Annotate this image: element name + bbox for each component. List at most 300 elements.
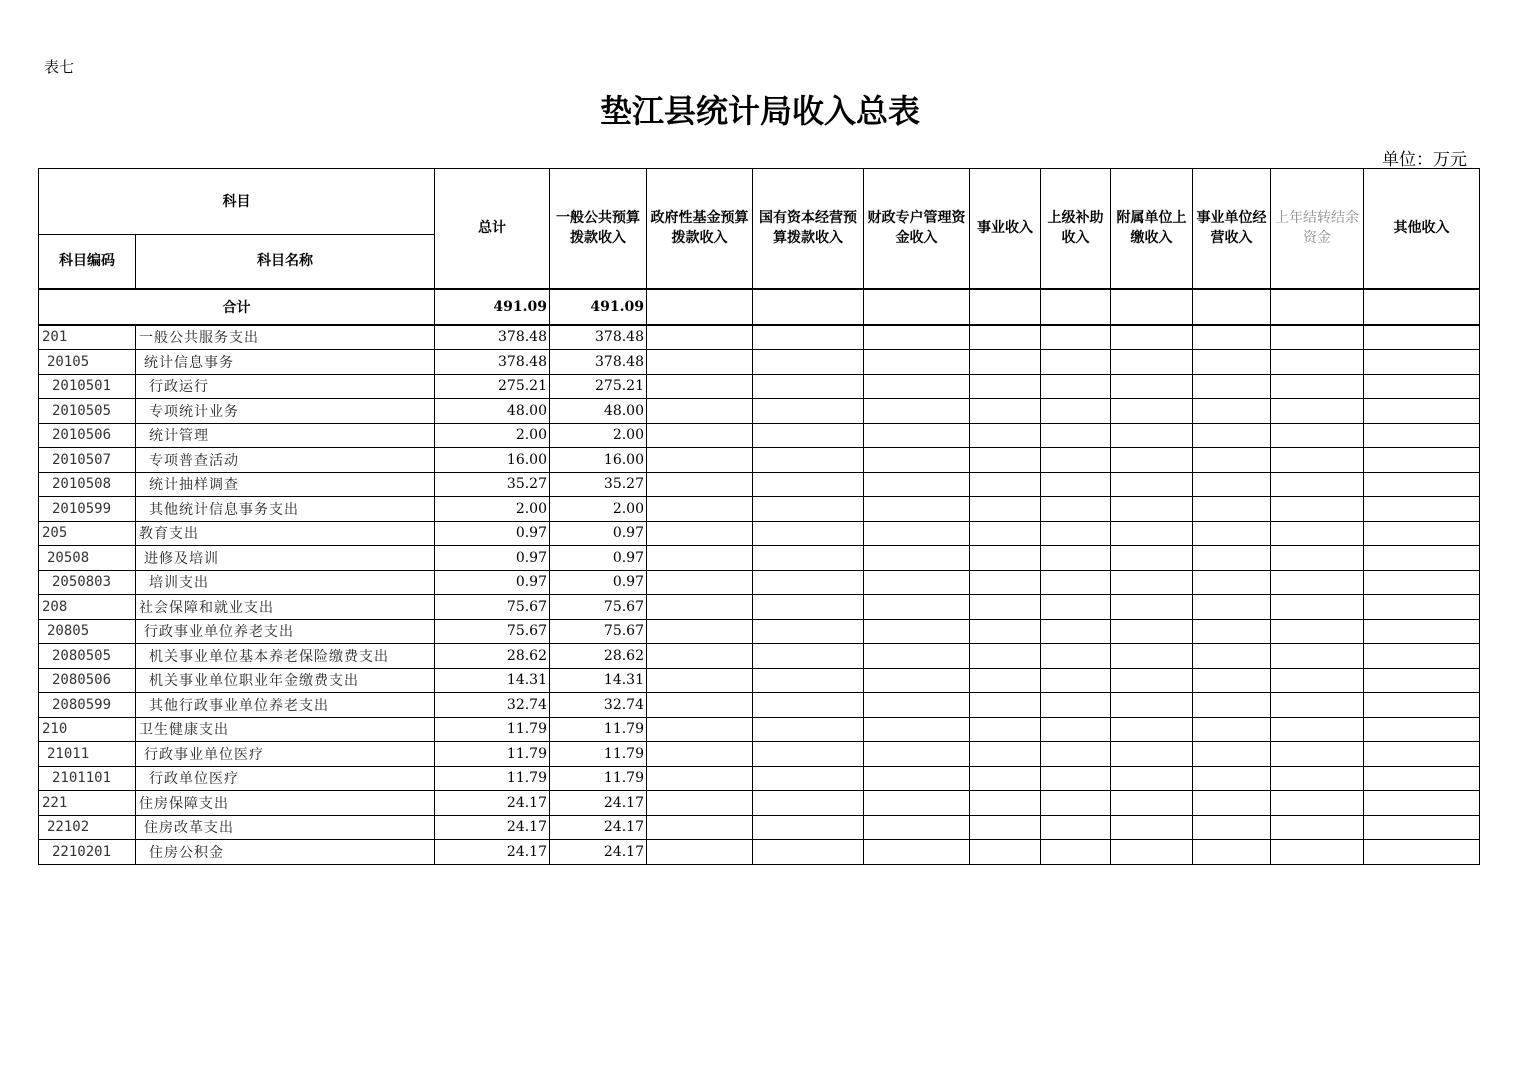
total-cell: 11.79 <box>435 742 550 767</box>
empty-cell <box>1364 472 1480 497</box>
empty-cell <box>647 815 753 840</box>
empty-cell <box>1271 668 1364 693</box>
subject-code-cell: 2010599 <box>39 497 136 522</box>
empty-cell <box>1111 448 1193 473</box>
empty-cell <box>1193 546 1271 571</box>
empty-cell <box>1041 668 1111 693</box>
empty-cell <box>647 423 753 448</box>
subject-code-cell: 205 <box>39 521 136 546</box>
empty-cell <box>753 325 864 350</box>
empty-cell <box>864 668 970 693</box>
empty-cell <box>1193 595 1271 620</box>
general-budget-cell: 24.17 <box>550 840 647 865</box>
empty-cell <box>1364 668 1480 693</box>
empty-cell <box>1364 619 1480 644</box>
empty-cell <box>647 791 753 816</box>
empty-cell <box>1041 423 1111 448</box>
header-business-income: 事业收入 <box>970 169 1041 289</box>
total-cell: 35.27 <box>435 472 550 497</box>
empty-cell <box>647 350 753 375</box>
empty-cell <box>1271 423 1364 448</box>
empty-cell <box>1111 497 1193 522</box>
subject-code-cell: 20105 <box>39 350 136 375</box>
subject-code-cell: 2010505 <box>39 399 136 424</box>
empty-cell <box>753 448 864 473</box>
empty-cell <box>647 619 753 644</box>
empty-cell <box>1193 325 1271 350</box>
empty-cell <box>753 815 864 840</box>
empty-cell <box>1193 619 1271 644</box>
total-cell: 378.48 <box>435 325 550 350</box>
table-row <box>39 717 1480 742</box>
subject-name-cell: 社会保障和就业支出 <box>136 595 435 620</box>
empty-cell <box>1041 374 1111 399</box>
header-subject-code: 科目编码 <box>39 235 136 289</box>
table-row <box>39 546 1480 571</box>
empty-cell <box>864 840 970 865</box>
table-row <box>39 815 1480 840</box>
total-general-budget: 491.09 <box>550 289 647 325</box>
subject-name-cell: 培训支出 <box>136 570 435 595</box>
table-row <box>39 742 1480 767</box>
header-carryover: 上年结转结余资金 <box>1271 169 1364 289</box>
subject-code-cell: 2010506 <box>39 423 136 448</box>
empty-cell <box>970 619 1041 644</box>
general-budget-cell: 2.00 <box>550 497 647 522</box>
empty-cell <box>1041 570 1111 595</box>
general-budget-cell: 35.27 <box>550 472 647 497</box>
empty-cell <box>647 521 753 546</box>
empty-cell <box>1193 374 1271 399</box>
total-cell: 75.67 <box>435 619 550 644</box>
empty-cell <box>1111 693 1193 718</box>
empty-cell <box>1041 350 1111 375</box>
empty-cell <box>1364 791 1480 816</box>
empty-cell <box>864 717 970 742</box>
empty-cell <box>647 717 753 742</box>
header-subject-name: 科目名称 <box>136 235 435 289</box>
empty-cell <box>1041 497 1111 522</box>
total-cell: 2.00 <box>435 423 550 448</box>
empty-cell <box>647 546 753 571</box>
empty-cell <box>753 399 864 424</box>
empty-cell <box>970 742 1041 767</box>
empty-cell <box>970 815 1041 840</box>
empty-cell <box>970 448 1041 473</box>
empty-cell <box>1271 644 1364 669</box>
subject-name-cell: 行政事业单位医疗 <box>136 742 435 767</box>
empty-cell <box>753 472 864 497</box>
empty-cell <box>970 472 1041 497</box>
empty-cell <box>864 521 970 546</box>
subject-name-cell: 住房保障支出 <box>136 791 435 816</box>
empty-cell <box>753 742 864 767</box>
empty-cell <box>1364 350 1480 375</box>
empty-cell <box>647 742 753 767</box>
general-budget-cell: 75.67 <box>550 619 647 644</box>
empty-cell <box>1193 289 1271 325</box>
empty-cell <box>1111 840 1193 865</box>
empty-cell <box>864 472 970 497</box>
subject-code-cell: 201 <box>39 325 136 350</box>
total-total: 491.09 <box>435 289 550 325</box>
empty-cell <box>1271 791 1364 816</box>
empty-cell <box>1111 619 1193 644</box>
empty-cell <box>1364 521 1480 546</box>
subject-name-cell: 行政运行 <box>136 374 435 399</box>
subject-code-cell: 2080506 <box>39 668 136 693</box>
empty-cell <box>647 644 753 669</box>
empty-cell <box>864 350 970 375</box>
empty-cell <box>1041 717 1111 742</box>
empty-cell <box>1271 840 1364 865</box>
empty-cell <box>970 289 1041 325</box>
subject-name-cell: 其他统计信息事务支出 <box>136 497 435 522</box>
empty-cell <box>1041 448 1111 473</box>
table-row <box>39 693 1480 718</box>
empty-cell <box>1111 791 1193 816</box>
empty-cell <box>970 693 1041 718</box>
empty-cell <box>1111 374 1193 399</box>
empty-cell <box>864 374 970 399</box>
subject-name-cell: 专项统计业务 <box>136 399 435 424</box>
empty-cell <box>1041 325 1111 350</box>
empty-cell <box>647 570 753 595</box>
empty-cell <box>1193 815 1271 840</box>
empty-cell <box>1111 815 1193 840</box>
total-cell: 75.67 <box>435 595 550 620</box>
general-budget-cell: 32.74 <box>550 693 647 718</box>
subject-name-cell: 行政事业单位养老支出 <box>136 619 435 644</box>
general-budget-cell: 275.21 <box>550 374 647 399</box>
empty-cell <box>1193 840 1271 865</box>
empty-cell <box>647 472 753 497</box>
empty-cell <box>1041 472 1111 497</box>
empty-cell <box>1364 742 1480 767</box>
empty-cell <box>1111 350 1193 375</box>
general-budget-cell: 0.97 <box>550 570 647 595</box>
subject-code-cell: 210 <box>39 717 136 742</box>
empty-cell <box>1111 472 1193 497</box>
empty-cell <box>864 619 970 644</box>
empty-cell <box>1041 766 1111 791</box>
subject-name-cell: 卫生健康支出 <box>136 717 435 742</box>
empty-cell <box>647 595 753 620</box>
empty-cell <box>1111 742 1193 767</box>
total-label: 合计 <box>39 289 435 325</box>
general-budget-cell: 2.00 <box>550 423 647 448</box>
total-cell: 24.17 <box>435 840 550 865</box>
empty-cell <box>1193 521 1271 546</box>
empty-cell <box>1271 619 1364 644</box>
empty-cell <box>1111 668 1193 693</box>
empty-cell <box>753 668 864 693</box>
empty-cell <box>647 766 753 791</box>
empty-cell <box>647 693 753 718</box>
empty-cell <box>1271 595 1364 620</box>
table-row <box>39 374 1480 399</box>
header-other-income: 其他收入 <box>1364 169 1480 289</box>
empty-cell <box>970 423 1041 448</box>
empty-cell <box>1364 448 1480 473</box>
empty-cell <box>1193 742 1271 767</box>
empty-cell <box>864 423 970 448</box>
subject-code-cell: 2101101 <box>39 766 136 791</box>
empty-cell <box>970 668 1041 693</box>
empty-cell <box>1111 570 1193 595</box>
header-general-budget: 一般公共预算拨款收入 <box>550 169 647 289</box>
empty-cell <box>864 570 970 595</box>
table-row <box>39 521 1480 546</box>
empty-cell <box>753 289 864 325</box>
empty-cell <box>864 766 970 791</box>
empty-cell <box>647 840 753 865</box>
total-cell: 0.97 <box>435 546 550 571</box>
empty-cell <box>1193 791 1271 816</box>
subject-name-cell: 教育支出 <box>136 521 435 546</box>
subject-name-cell: 其他行政事业单位养老支出 <box>136 693 435 718</box>
total-cell: 11.79 <box>435 766 550 791</box>
empty-cell <box>1041 840 1111 865</box>
general-budget-cell: 14.31 <box>550 668 647 693</box>
general-budget-cell: 24.17 <box>550 791 647 816</box>
empty-cell <box>753 644 864 669</box>
empty-cell <box>970 570 1041 595</box>
empty-cell <box>864 448 970 473</box>
empty-cell <box>1364 497 1480 522</box>
empty-cell <box>647 289 753 325</box>
empty-cell <box>970 546 1041 571</box>
general-budget-cell: 75.67 <box>550 595 647 620</box>
table-row <box>39 668 1480 693</box>
empty-cell <box>1041 644 1111 669</box>
empty-cell <box>1271 570 1364 595</box>
general-budget-cell: 16.00 <box>550 448 647 473</box>
empty-cell <box>970 595 1041 620</box>
header-fiscal-special: 财政专户管理资金收入 <box>864 169 970 289</box>
empty-cell <box>970 766 1041 791</box>
empty-cell <box>753 546 864 571</box>
empty-cell <box>1041 546 1111 571</box>
total-cell: 2.00 <box>435 497 550 522</box>
empty-cell <box>970 374 1041 399</box>
table-row <box>39 840 1480 865</box>
empty-cell <box>1041 399 1111 424</box>
empty-cell <box>1193 644 1271 669</box>
empty-cell <box>1364 546 1480 571</box>
empty-cell <box>970 644 1041 669</box>
empty-cell <box>753 595 864 620</box>
total-cell: 0.97 <box>435 570 550 595</box>
header-subject: 科目 <box>39 169 435 235</box>
empty-cell <box>647 448 753 473</box>
empty-cell <box>1193 350 1271 375</box>
header-affiliated-income: 附属单位上缴收入 <box>1111 169 1193 289</box>
empty-cell <box>864 595 970 620</box>
empty-cell <box>753 374 864 399</box>
header-state-capital: 国有资本经营预算拨款收入 <box>753 169 864 289</box>
empty-cell <box>753 521 864 546</box>
empty-cell <box>1364 289 1480 325</box>
empty-cell <box>1364 693 1480 718</box>
empty-cell <box>1041 521 1111 546</box>
subject-code-cell: 21011 <box>39 742 136 767</box>
empty-cell <box>1041 619 1111 644</box>
subject-name-cell: 住房公积金 <box>136 840 435 865</box>
subject-name-cell: 进修及培训 <box>136 546 435 571</box>
subject-code-cell: 20508 <box>39 546 136 571</box>
empty-cell <box>1193 399 1271 424</box>
empty-cell <box>1364 325 1480 350</box>
total-cell: 14.31 <box>435 668 550 693</box>
empty-cell <box>970 791 1041 816</box>
header-gov-fund: 政府性基金预算拨款收入 <box>647 169 753 289</box>
empty-cell <box>1193 472 1271 497</box>
empty-cell <box>647 399 753 424</box>
subject-code-cell: 221 <box>39 791 136 816</box>
empty-cell <box>970 717 1041 742</box>
total-cell: 378.48 <box>435 350 550 375</box>
subject-name-cell: 行政单位医疗 <box>136 766 435 791</box>
subject-code-cell: 2010507 <box>39 448 136 473</box>
empty-cell <box>1364 399 1480 424</box>
empty-cell <box>1271 766 1364 791</box>
empty-cell <box>753 717 864 742</box>
empty-cell <box>970 840 1041 865</box>
empty-cell <box>864 399 970 424</box>
subject-code-cell: 22102 <box>39 815 136 840</box>
table-label: 表七 <box>44 58 75 76</box>
empty-cell <box>753 619 864 644</box>
general-budget-cell: 0.97 <box>550 521 647 546</box>
empty-cell <box>1111 325 1193 350</box>
empty-cell <box>1111 546 1193 571</box>
empty-cell <box>1271 693 1364 718</box>
general-budget-cell: 24.17 <box>550 815 647 840</box>
subject-name-cell: 统计抽样调查 <box>136 472 435 497</box>
empty-cell <box>970 325 1041 350</box>
empty-cell <box>1364 766 1480 791</box>
table-row <box>39 595 1480 620</box>
empty-cell <box>1111 644 1193 669</box>
general-budget-cell: 0.97 <box>550 546 647 571</box>
page-title: 垫江县统计局收入总表 <box>599 92 920 130</box>
empty-cell <box>1111 595 1193 620</box>
empty-cell <box>970 521 1041 546</box>
total-cell: 32.74 <box>435 693 550 718</box>
table-row <box>39 399 1480 424</box>
empty-cell <box>1271 448 1364 473</box>
empty-cell <box>1364 570 1480 595</box>
table-row <box>39 644 1480 669</box>
empty-cell <box>1041 742 1111 767</box>
subject-code-cell: 2050803 <box>39 570 136 595</box>
table-row <box>39 325 1480 350</box>
subject-code-cell: 2080599 <box>39 693 136 718</box>
empty-cell <box>753 423 864 448</box>
empty-cell <box>753 570 864 595</box>
empty-cell <box>1364 595 1480 620</box>
empty-cell <box>1271 742 1364 767</box>
empty-cell <box>1271 374 1364 399</box>
empty-cell <box>1271 521 1364 546</box>
table-row <box>39 766 1480 791</box>
header-operating-income: 事业单位经营收入 <box>1193 169 1271 289</box>
subject-name-cell: 机关事业单位基本养老保险缴费支出 <box>136 644 435 669</box>
subject-code-cell: 20805 <box>39 619 136 644</box>
empty-cell <box>1193 766 1271 791</box>
empty-cell <box>1193 717 1271 742</box>
empty-cell <box>1193 570 1271 595</box>
subject-code-cell: 208 <box>39 595 136 620</box>
empty-cell <box>1271 325 1364 350</box>
empty-cell <box>647 668 753 693</box>
total-cell: 24.17 <box>435 791 550 816</box>
empty-cell <box>1271 399 1364 424</box>
total-cell: 48.00 <box>435 399 550 424</box>
table-row <box>39 619 1480 644</box>
empty-cell <box>970 399 1041 424</box>
empty-cell <box>1193 668 1271 693</box>
empty-cell <box>1193 423 1271 448</box>
empty-cell <box>1041 693 1111 718</box>
empty-cell <box>1364 423 1480 448</box>
empty-cell <box>1271 717 1364 742</box>
empty-cell <box>753 791 864 816</box>
table-row <box>39 423 1480 448</box>
empty-cell <box>864 693 970 718</box>
total-cell: 24.17 <box>435 815 550 840</box>
income-summary-table <box>38 168 1480 865</box>
general-budget-cell: 378.48 <box>550 350 647 375</box>
empty-cell <box>647 497 753 522</box>
empty-cell <box>1271 289 1364 325</box>
empty-cell <box>864 644 970 669</box>
empty-cell <box>1111 766 1193 791</box>
table-row <box>39 448 1480 473</box>
table-row <box>39 570 1480 595</box>
empty-cell <box>864 546 970 571</box>
empty-cell <box>864 325 970 350</box>
table-row <box>39 791 1480 816</box>
total-row <box>39 289 1480 325</box>
empty-cell <box>1364 840 1480 865</box>
general-budget-cell: 11.79 <box>550 766 647 791</box>
general-budget-cell: 11.79 <box>550 717 647 742</box>
empty-cell <box>1041 289 1111 325</box>
empty-cell <box>970 350 1041 375</box>
subject-name-cell: 一般公共服务支出 <box>136 325 435 350</box>
subject-name-cell: 统计管理 <box>136 423 435 448</box>
subject-code-cell: 2010501 <box>39 374 136 399</box>
table-row <box>39 472 1480 497</box>
empty-cell <box>1271 350 1364 375</box>
total-cell: 0.97 <box>435 521 550 546</box>
empty-cell <box>1111 717 1193 742</box>
empty-cell <box>753 766 864 791</box>
empty-cell <box>753 497 864 522</box>
header-superior-subsidy: 上级补助收入 <box>1041 169 1111 289</box>
subject-name-cell: 统计信息事务 <box>136 350 435 375</box>
total-cell: 28.62 <box>435 644 550 669</box>
empty-cell <box>1193 497 1271 522</box>
empty-cell <box>1364 644 1480 669</box>
general-budget-cell: 378.48 <box>550 325 647 350</box>
unit-label: 单位：万元 <box>1382 150 1467 170</box>
empty-cell <box>864 742 970 767</box>
empty-cell <box>1271 472 1364 497</box>
general-budget-cell: 11.79 <box>550 742 647 767</box>
